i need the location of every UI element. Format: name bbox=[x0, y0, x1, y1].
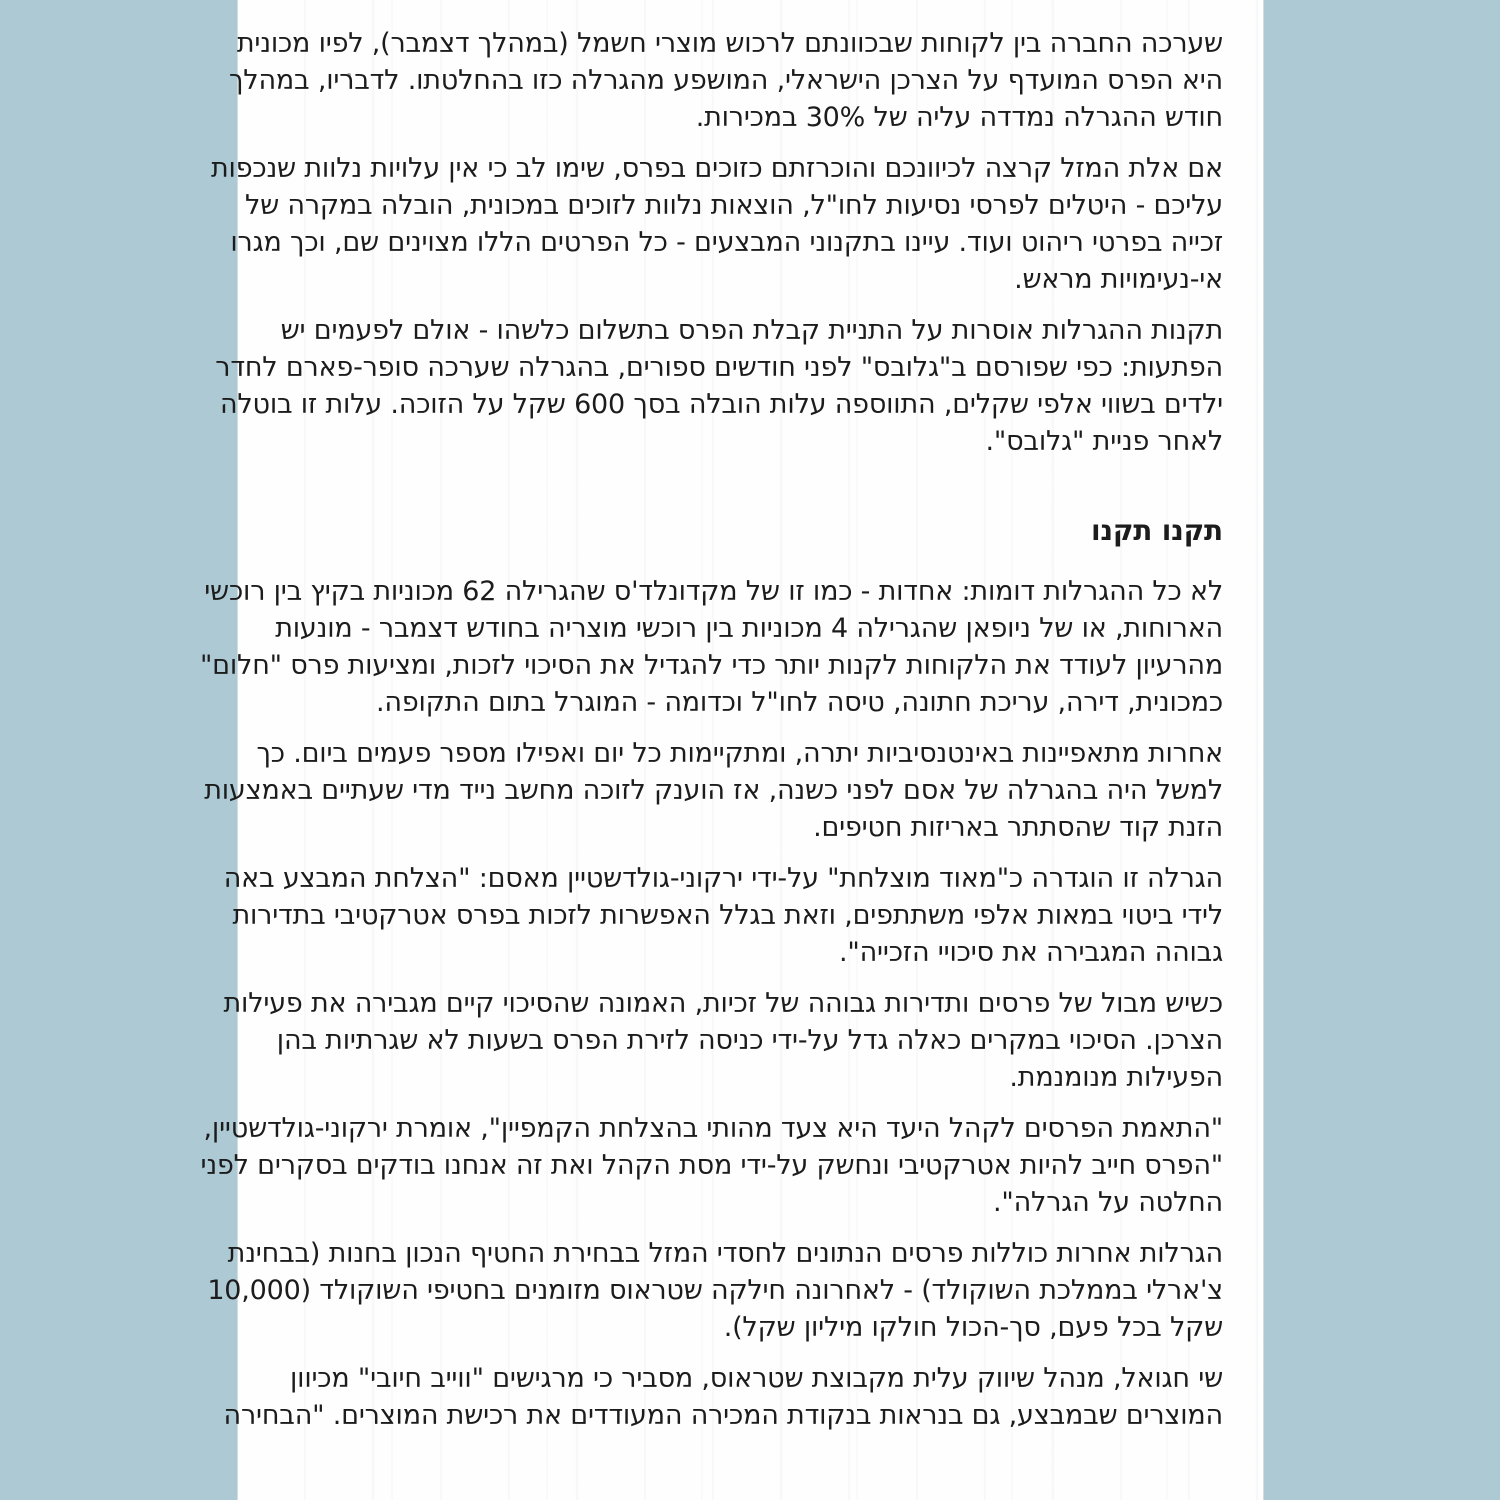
text-line: מהרעיון לעודד את הלקוחות לקנות יותר כדי להגדיל את הסיכוי לזכות, ומציעות פרס "חלום" bbox=[199, 650, 1223, 681]
text-line: הזנת קוד שהסתתר באריזות חטיפים. bbox=[813, 812, 1223, 843]
text-line: לא כל ההגרלות דומות: אחדות - כמו זו של מקדונלד'ס שהגרילה 62 מכוניות בקיץ בין רוכשי bbox=[204, 576, 1223, 607]
text-line: למשל היה בהגרלה של אסם לפני כשנה, אז הוענק לזוכה מחשב נייד מדי שעתיים באמצעות bbox=[204, 775, 1223, 806]
article-body bbox=[199, 0, 1223, 1448]
paragraph bbox=[223, 1360, 1223, 1434]
text-line: לידי ביטוי במאות אלפי משתתפים, וזאת בגלל האפשרות לזכות בפרס אטרקטיבי בתדירות bbox=[232, 900, 1223, 931]
paragraph bbox=[211, 150, 1223, 298]
text-line: היא הפרס המועדף על הצרכן הישראלי, המושפע מהגרלה כזו בהחלטתו. לדבריו, במהלך bbox=[229, 65, 1223, 96]
paragraph bbox=[229, 25, 1223, 136]
text-line: חודש ההגרלה נמדדה עליה של 30% במכירות. bbox=[695, 102, 1223, 133]
text-line: אם אלת המזל קרצה לכיוונכם והוכרזתם כזוכים בפרס, שימו לב כי אין עלויות נלוות שנכפות bbox=[211, 153, 1223, 184]
text-line: כמכונית, דירה, עריכת חתונה, טיסה לחו"ל וכדומה - המוגרל בתום התקופה. bbox=[376, 687, 1223, 718]
text-line: זכייה בפרטי ריהוט ועוד. עיינו בתקנוני המבצעים - כל הפרטים הללו מצוינים שם, וכך מגרו bbox=[230, 227, 1223, 258]
paragraph bbox=[207, 1235, 1223, 1346]
text-line: החלטה על הגרלה". bbox=[993, 1187, 1223, 1218]
text-line: הצרכן. הסיכוי במקרים כאלה גדל על-ידי כניסה לזירת הפרס בשעות לא שגרתיות בהן bbox=[276, 1025, 1223, 1056]
text-line: הגרלה זו הוגדרה כ"מאוד מוצלחת" על-ידי ירקוני-גולדשטיין מאסם: "הצלחת המבצע באה bbox=[223, 863, 1223, 894]
text-line: צ'ארלי בממלכת השוקולד) - לאחרונה חילקה שטראוס מזומנים בחטיפי השוקולד (10,000 bbox=[207, 1275, 1223, 1306]
paragraph bbox=[223, 985, 1223, 1096]
text-line: לאחר פניית "גלובס". bbox=[985, 426, 1223, 457]
text-line: אי-נעימויות מראש. bbox=[1014, 264, 1223, 295]
text-line: תקנות ההגרלות אוסרות על התניית קבלת הפרס בתשלום כלשהו - אולם לפעמים יש bbox=[280, 315, 1223, 346]
text-line: "התאמת הפרסים לקהל היעד היא צעד מהותי בהצלחת הקמפיין", אומרת ירקוני-גולדשטיין, bbox=[203, 1113, 1223, 1144]
text-line: כשיש מבול של פרסים ותדירות גבוהה של זכיות, האמונה שהסיכוי קיים מגבירה את פעילות bbox=[223, 988, 1223, 1019]
text-line: הפתעות: כפי שפורסם ב"גלובס" לפני חודשים ספורים, בהגרלה שערכה סופר-פארם לחדר bbox=[215, 352, 1223, 383]
section-heading: תקנו תקנו bbox=[1090, 514, 1223, 547]
paragraph bbox=[215, 312, 1223, 460]
text-line: שערכה החברה בין לקוחות שבכוונתם לרכוש מוצרי חשמל (במהלך דצמבר), לפיו מכונית bbox=[236, 28, 1223, 59]
paragraph bbox=[199, 573, 1223, 721]
text-line: שקל בכל פעם, סך-הכול חולקו מיליון שקל). bbox=[723, 1312, 1223, 1343]
paragraph bbox=[200, 1110, 1223, 1221]
text-line: שי חגואל, מנהל שיווק עלית מקבוצת שטראוס, מסביר כי מרגישים "ווייב חיובי" מכיוון bbox=[290, 1363, 1223, 1394]
text-line: עליכם - היטלים לפרסי נסיעות לחו"ל, הוצאות נלוות לזוכים במכונית, הובלה במקרה של bbox=[244, 190, 1223, 221]
document-page bbox=[199, 0, 1264, 1500]
text-line: הפעילות מנומנמת. bbox=[1009, 1062, 1223, 1093]
paragraph bbox=[223, 860, 1223, 971]
text-line: הארוחות, או של ניופאן שהגרילה 4 מכוניות בין רוכשי מוצריה בחודש דצמבר - מונעות bbox=[275, 613, 1223, 644]
text-line: אחרות מתאפיינות באינטנסיביות יתרה, ומתקיימות כל יום ואפילו מספר פעמים ביום. כך bbox=[256, 738, 1223, 769]
text-line: הגרלות אחרות כוללות פרסים הנתונים לחסדי המזל בבחירת החטיף הנכון בחנות (בבחינת bbox=[227, 1238, 1223, 1269]
text-line: המוצרים שבמבצע, גם בנראות בנקודת המכירה המעודדים את רכישת המוצרים. "הבחירה bbox=[223, 1400, 1223, 1431]
paragraph bbox=[204, 735, 1223, 846]
text-line: ילדים בשווי אלפי שקלים, התווספה עלות הובלה בסך 600 שקל על הזוכה. עלות זו בוטלה bbox=[219, 389, 1223, 420]
text-line: "הפרס חייב להיות אטרקטיבי ונחשק על-ידי מסת הקהל ואת זה אנחנו בודקים בסקרים לפני bbox=[200, 1150, 1223, 1181]
text-line: גבוהה המגבירה את סיכויי הזכייה". bbox=[839, 937, 1223, 968]
